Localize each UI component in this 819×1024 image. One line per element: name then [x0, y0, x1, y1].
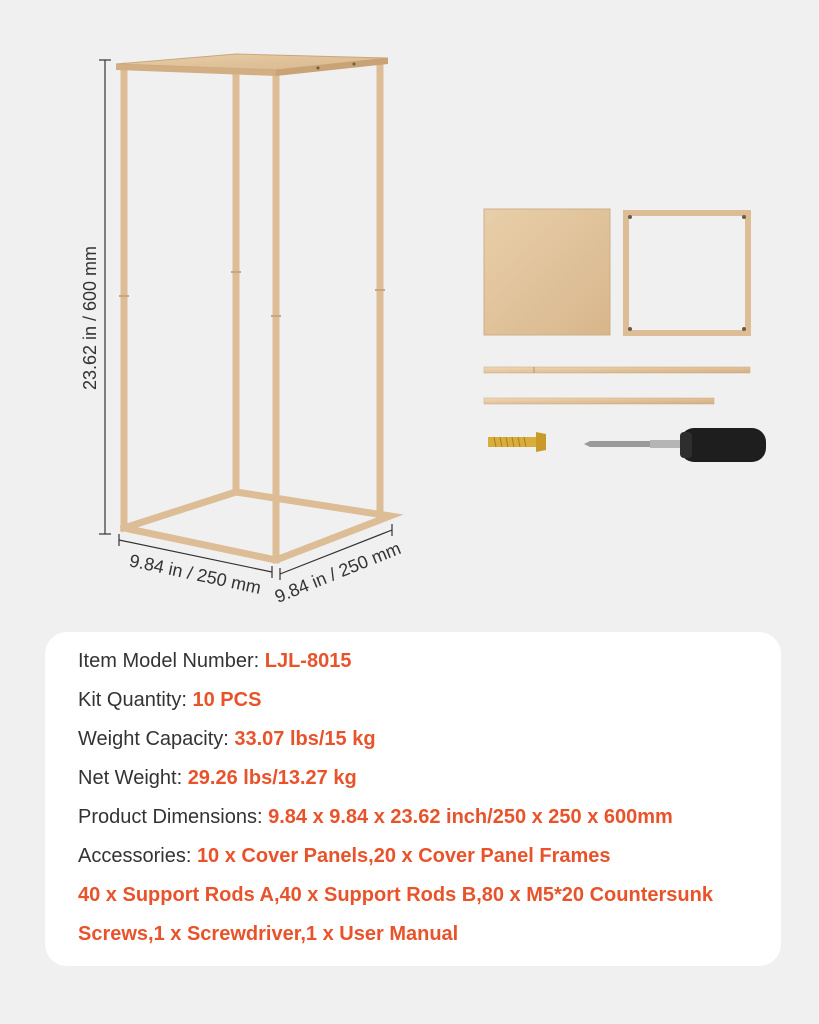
spec-net-weight [78, 765, 357, 791]
spec-value: 10 x Cover Panels,20 x Cover Panel Frames [196, 845, 611, 867]
spec-value: 10 PCS [192, 689, 262, 711]
spec-value: 29.26 lbs/13.27 kg [187, 767, 357, 789]
height-label: 23.62 in / 600 mm [80, 245, 100, 391]
spec-model [78, 648, 351, 674]
spec-label: Kit Quantity: [78, 689, 187, 711]
specifications-card [45, 632, 781, 966]
support-rod-b [484, 398, 714, 404]
screw-icon [488, 432, 546, 452]
spec-label: Net Weight: [78, 767, 183, 789]
spec-accessories-line-3: Screws,1 x Screwdriver,1 x User Manual [78, 923, 459, 945]
depth-label: 9.84 in / 250 mm [271, 538, 404, 607]
support-rod-a [484, 367, 750, 373]
spec-accessories [78, 843, 611, 869]
spec-product-dimensions [78, 804, 673, 830]
width-label: 9.84 in / 250 mm [127, 550, 263, 598]
screwdriver-icon [584, 428, 766, 462]
spec-label: Weight Capacity: [78, 728, 229, 750]
spec-label: Product Dimensions: [78, 806, 263, 828]
cover-panel-frame [626, 213, 748, 333]
spec-value: LJL-8015 [264, 650, 352, 672]
display-stand-frame [120, 68, 390, 560]
spec-label: Accessories: [78, 845, 192, 867]
spec-accessories-line-2: 40 x Support Rods A,40 x Support Rods B,80 x M5*20 Countersunk [78, 884, 713, 906]
spec-value: 33.07 lbs/15 kg [234, 728, 376, 750]
spec-label: Item Model Number: [78, 650, 260, 672]
spec-kit-quantity [78, 687, 261, 713]
spec-weight-capacity [78, 726, 376, 752]
height-dimension [99, 60, 111, 534]
cover-panel [484, 209, 610, 335]
spec-value: 9.84 x 9.84 x 23.62 inch/250 x 250 x 600mm [268, 806, 673, 828]
